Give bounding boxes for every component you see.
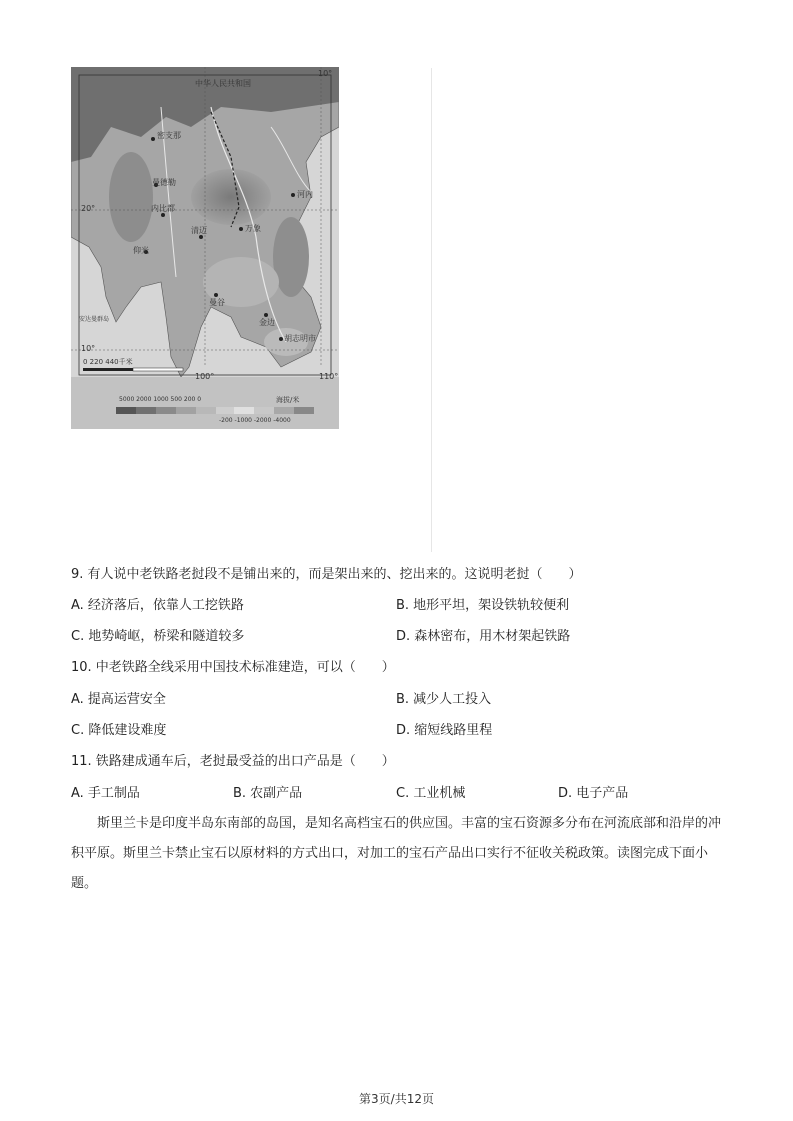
question-11-option-b: B. 农副产品 — [233, 786, 303, 801]
map-elevation-unit: 海拔/米 — [276, 396, 300, 404]
map-label-mandalay: 曼德勒 — [152, 178, 176, 187]
page-number: 第3页/共12页 — [359, 1092, 434, 1106]
map-label-yangon: 仰光 — [133, 246, 149, 255]
map-label-naypyidaw: 内比都 — [151, 204, 175, 213]
question-11-stem: 11. 铁路建成通车后，老挝最受益的出口产品是（ ） — [71, 754, 395, 769]
question-9-stem: 9. 有人说中老铁路老挝段不是铺出来的，而是架出来的、挖出来的。这说明老挝（ ） — [71, 567, 582, 582]
map-label-lat20: 20° — [81, 204, 96, 213]
question-9-option-b: B. 地形平坦，架设铁轨较便利 — [396, 598, 570, 613]
map-label-hanoi: 河内 — [297, 190, 313, 199]
question-11-option-d: D. 电子产品 — [558, 786, 629, 801]
question-10-option-a: A. 提高运营安全 — [71, 692, 166, 707]
map-label-china: 中华人民共和国 — [195, 79, 251, 88]
question-10-option-d: D. 缩短线路里程 — [396, 723, 493, 738]
map-label-chiangmai: 清迈 — [191, 226, 207, 235]
question-10-option-c: C. 降低建设难度 — [71, 723, 167, 738]
question-9-option-a: A. 经济落后，依靠人工挖铁路 — [71, 598, 244, 613]
question-11-option-a: A. 手工制品 — [71, 786, 140, 801]
sri-lanka-passage: 斯里兰卡是印度半岛东南部的岛国，是知名高档宝石的供应国。丰富的宝石资源多分布在河流底部和沿岸的冲积平原。斯里兰卡禁止宝石以原材料的方式出口，对加工的宝石产品出口实行不征收关税政策。读图完成下面小题。 — [71, 816, 722, 891]
map-label-hochiminh: 胡志明市 — [284, 334, 316, 343]
question-9-option-c: C. 地势崎岖，桥梁和隧道较多 — [71, 629, 245, 644]
map-label-lon110: 110° — [319, 372, 339, 381]
question-9-option-d: D. 森林密布，用木材架起铁路 — [396, 629, 571, 644]
map-label-andaman: 安达曼群岛 — [79, 316, 110, 323]
map-label-vientiane: 万象 — [245, 224, 261, 233]
question-10-option-b: B. 减少人工投入 — [396, 692, 492, 707]
map-label-lon105: 10° — [318, 69, 333, 78]
map-depth-ticks: -200 -1000 -2000 -4000 — [219, 417, 291, 424]
map-label-myitkyina: 密支那 — [157, 131, 181, 140]
map-label-phnompenh: 金边 — [259, 318, 275, 327]
question-11-option-c: C. 工业机械 — [396, 786, 466, 801]
column-divider — [431, 68, 432, 552]
map-label-lon100: 100° — [195, 372, 215, 381]
map-label-lat10: 10° — [81, 344, 96, 353]
map-scale-label: 0 220 440千米 — [83, 358, 133, 366]
map-elevation-ticks: 5000 2000 1000 500 200 0 — [119, 396, 202, 403]
question-10-stem: 10. 中老铁路全线采用中国技术标准建造，可以（ ） — [71, 660, 395, 675]
southeast-asia-map — [71, 67, 339, 429]
map-label-bangkok: 曼谷 — [209, 298, 225, 307]
